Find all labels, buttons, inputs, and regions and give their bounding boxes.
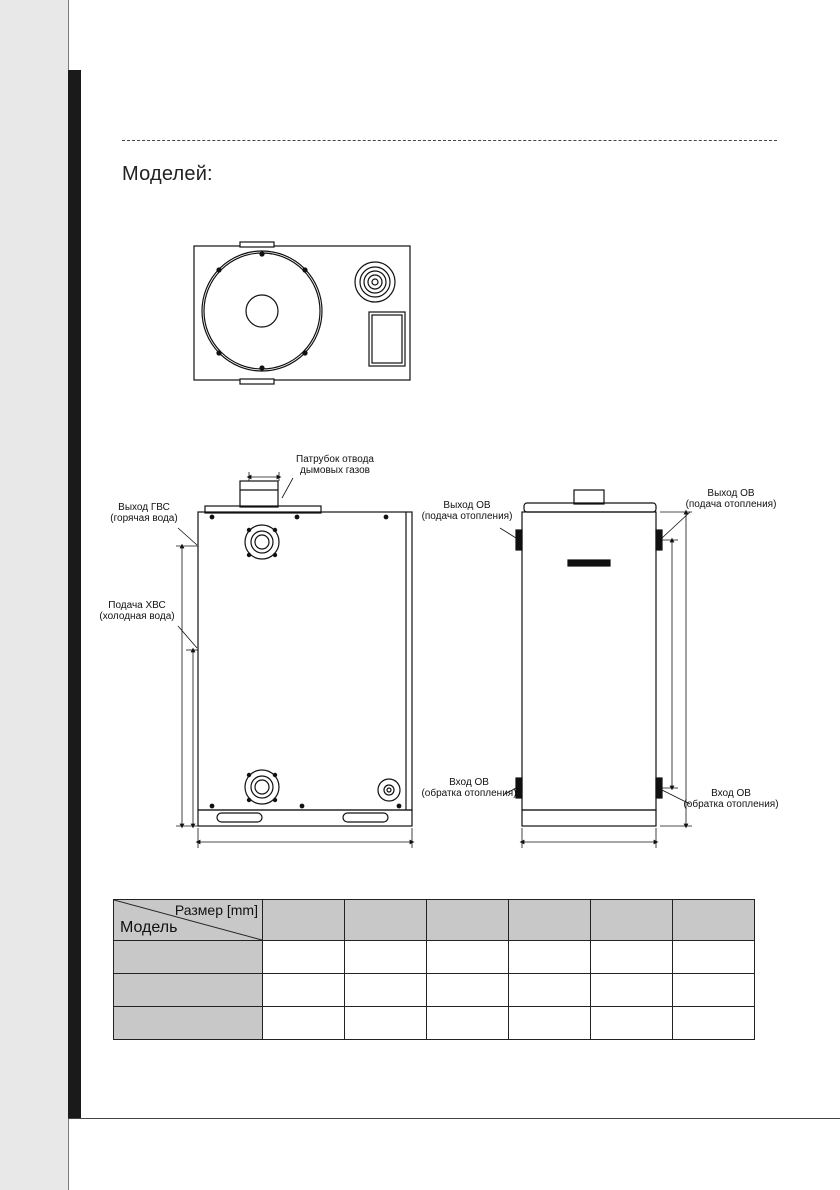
table-cell <box>591 974 673 1007</box>
cold-water-label-1: Подача ХВС <box>108 600 166 611</box>
heating-return-left-label-2: (обратка отопления) <box>421 788 517 799</box>
table-cell <box>427 1007 509 1040</box>
table-cell <box>509 1007 591 1040</box>
cold-water-flange <box>245 770 279 804</box>
table-cell <box>509 941 591 974</box>
side-view-base <box>522 810 656 826</box>
front-dimensions <box>176 472 412 848</box>
table-cell <box>263 941 345 974</box>
drain-port <box>378 779 400 801</box>
table-row <box>114 941 755 974</box>
table-cell <box>345 941 427 974</box>
dhw-outlet-label-2: (горячая вода) <box>110 513 178 524</box>
control-panel-window <box>369 312 405 366</box>
side-heating-outlet-left <box>516 530 522 550</box>
heating-return-right-label-1: Вход ОВ <box>711 788 751 799</box>
table-cell <box>345 974 427 1007</box>
table-cell <box>673 974 755 1007</box>
table-cell <box>673 1007 755 1040</box>
dhw-outlet-label-1: Выход ГВС <box>118 502 170 513</box>
heating-outlet-right-label-1: Выход ОВ <box>707 488 755 499</box>
flue-pipe-label-2: дымовых газов <box>300 465 370 476</box>
flue-opening-circle <box>246 295 278 327</box>
top-view <box>194 242 410 384</box>
side-view <box>516 490 662 826</box>
size-header-label: Размер [mm] <box>174 902 258 918</box>
side-flue-pipe <box>574 490 604 504</box>
dimension-column-header <box>673 900 755 941</box>
dimension-column-header <box>509 900 591 941</box>
side-view-body <box>522 512 656 810</box>
cold-water-label-2: (холодная вода) <box>99 611 175 622</box>
dimension-column-header <box>263 900 345 941</box>
table-row <box>114 1007 755 1040</box>
dimension-column-header <box>427 900 509 941</box>
section-title: Моделей: <box>122 163 213 185</box>
table-cell <box>509 974 591 1007</box>
model-name-cell <box>114 974 263 1007</box>
dimension-column-header <box>345 900 427 941</box>
table-cell <box>263 1007 345 1040</box>
model-header-label: Модель <box>120 919 178 936</box>
front-view <box>198 481 412 826</box>
table-cell <box>345 1007 427 1040</box>
side-heating-return-left <box>516 778 522 798</box>
top-view-stub-top <box>240 242 274 247</box>
table-cell <box>427 974 509 1007</box>
thermostat-knob <box>355 262 395 302</box>
heating-outlet-left-label-1: Выход ОВ <box>443 500 491 511</box>
flue-pipe-label-1: Патрубок отвода <box>296 454 374 465</box>
hot-water-flange <box>245 525 279 559</box>
table-cell <box>427 941 509 974</box>
table-cell <box>591 1007 673 1040</box>
table-cell <box>591 941 673 974</box>
table-header-row <box>114 900 755 941</box>
flue-pipe <box>240 481 278 507</box>
model-name-cell <box>114 941 263 974</box>
heating-outlet-left-label-2: (подача отопления) <box>421 511 513 522</box>
table-cell <box>263 974 345 1007</box>
dimensions-table <box>113 899 755 1040</box>
top-view-stub-bottom <box>240 379 274 384</box>
brand-logo <box>568 560 610 566</box>
table-cell <box>673 941 755 974</box>
heating-return-right-label-2: (обратка отопления) <box>683 799 779 810</box>
dimension-column-header <box>591 900 673 941</box>
heating-return-left-label-1: Вход ОВ <box>449 777 489 788</box>
model-name-cell <box>114 1007 263 1040</box>
table-corner-header <box>114 900 263 941</box>
front-view-body <box>198 512 412 810</box>
heating-outlet-right-label-2: (подача отопления) <box>685 499 777 510</box>
table-row <box>114 974 755 1007</box>
